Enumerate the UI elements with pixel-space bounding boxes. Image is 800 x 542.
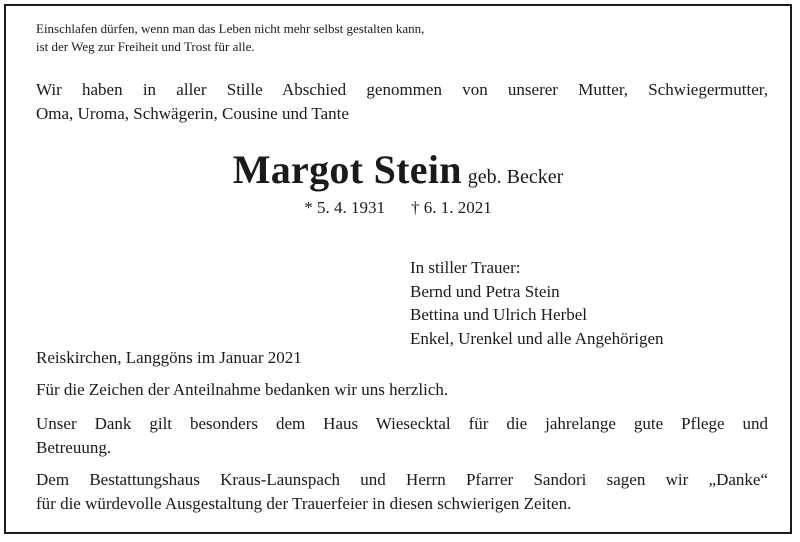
thanks-paragraph-1: Für die Zeichen der Anteilnahme bedanken wir uns herzlich. [36,380,449,399]
intro-line-1: Wir haben in aller Stille Abschied genommen von unserer Mutter, Schwiegermutter, [36,80,768,99]
deceased-name: Margot Stein [232,147,462,192]
thanks-paragraph-2-line-2: Betreuung. [36,438,112,457]
motto-line-1: Einschlafen dürfen, wenn man das Leben nicht mehr selbst gestalten kann, [36,21,425,36]
mourner-name: Bernd und Petra Stein [410,281,560,301]
deceased-name-line [6,146,790,193]
thanks-paragraph-2-line-1: Unser Dank gilt besonders dem Haus Wiesecktal für die jahrelange gute Pflege und [36,414,768,433]
thanks-paragraph-3-line-2: für die würdevolle Ausgestaltung der Trauerfeier in diesen schwierigen Zeiten. [36,494,572,513]
mourner-name: Enkel, Urenkel und alle Angehörigen [410,328,664,348]
place-date: Reiskirchen, Langgöns im Januar 2021 [36,348,302,367]
intro-line-2: Oma, Uroma, Schwägerin, Cousine und Tante [36,104,349,123]
mourner-name: Bettina und Ulrich Herbel [410,305,588,324]
thanks-paragraph-3-line-1: Dem Bestattungshaus Kraus-Launspach und Herrn Pfarrer Sandori sagen wir „Danke“ [36,470,768,489]
motto-line-2: ist der Weg zur Freiheit und Trost für alle. [36,39,255,54]
birth-date: * 5. 4. 1931 [304,198,385,217]
life-dates [6,198,790,218]
death-date: † 6. 1. 2021 [411,198,492,217]
maiden-name: geb. Becker [467,166,564,188]
obituary-notice [4,4,792,534]
mourners-heading: In stiller Trauer: [410,258,521,277]
mourners-block [410,256,664,350]
